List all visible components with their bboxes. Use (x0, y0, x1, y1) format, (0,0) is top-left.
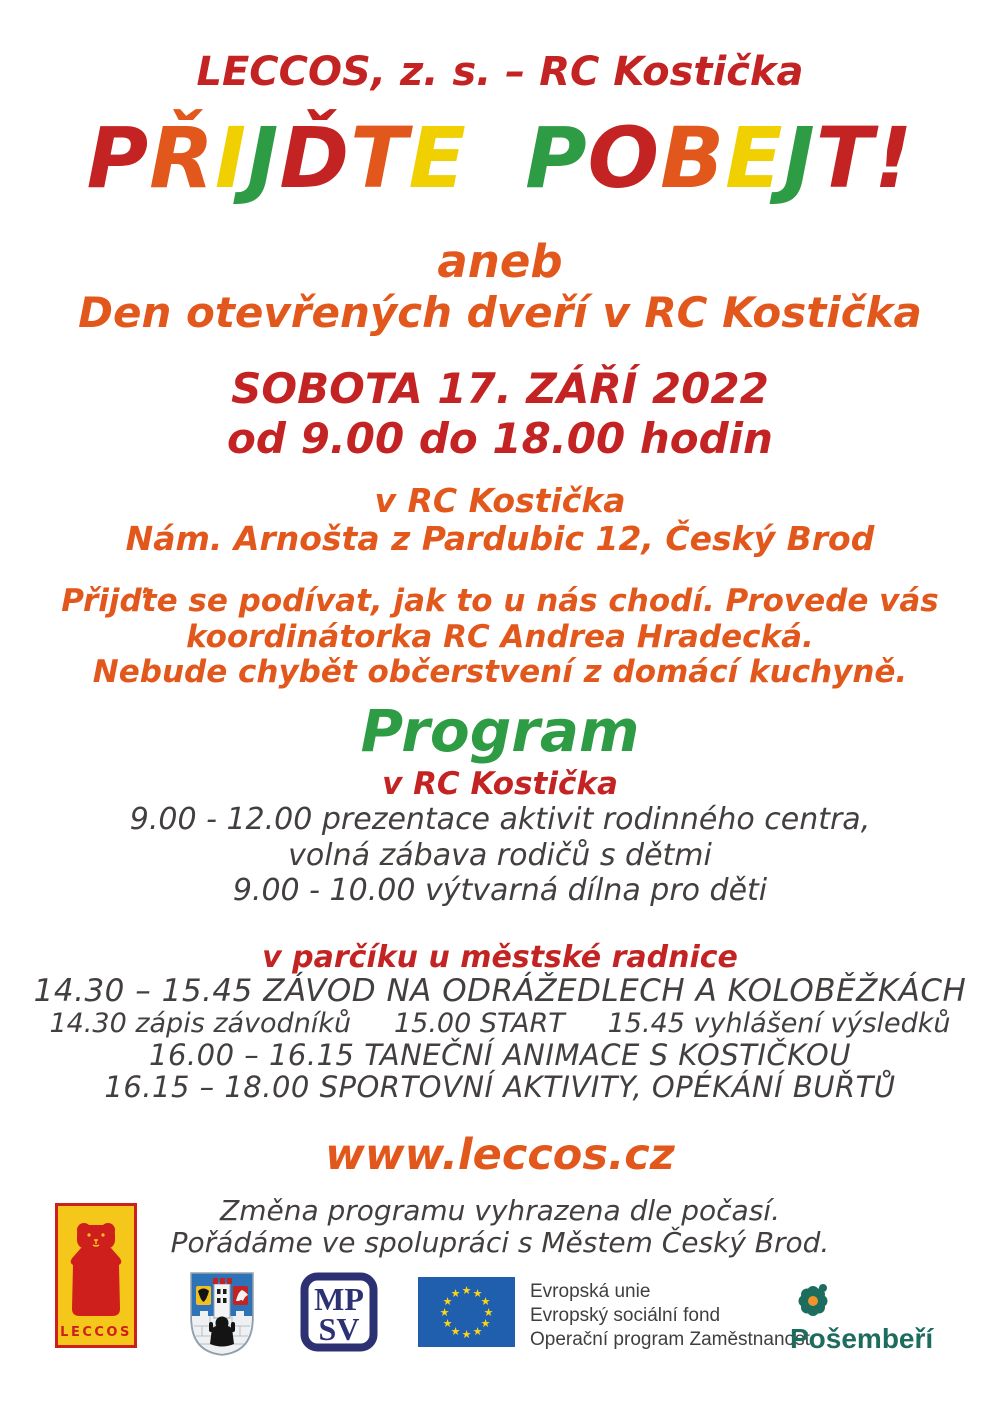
note-line: Pořádáme ve spolupráci s Městem Český Brod. (170, 1226, 830, 1259)
subtitle-aneb: aneb (437, 235, 563, 288)
svg-text:★: ★ (450, 1287, 461, 1300)
poster-title (0, 109, 1000, 207)
mpsv-logo-icon (300, 1272, 378, 1352)
event-venue: v RC Kostička (374, 481, 626, 520)
program-line: 14.30 – 15.45 ZÁVOD NA ODRÁŽEDLECH A KOLOBĚŽKÁCH (33, 973, 967, 1009)
title-letter: Ď (279, 109, 351, 207)
note-line: Změna programu vyhrazena dle počasí. (220, 1194, 780, 1227)
leccos-logo (55, 1203, 137, 1352)
svg-text:★: ★ (442, 1295, 453, 1308)
eu-flag (418, 1277, 515, 1351)
posemberi-logo-label: Pošembeří (790, 1323, 934, 1354)
eu-text-line: Operační program Zaměstnanost (530, 1329, 810, 1350)
posemberi-logo (790, 1280, 933, 1355)
title-letter: Ř (149, 109, 215, 207)
program-section2-title: v parčíku u městské radnice (262, 940, 738, 975)
title-letter: J (783, 109, 816, 207)
svg-text:★: ★ (442, 1317, 453, 1330)
title-letter (467, 109, 525, 207)
leccos-logo-label: LECCOS (60, 1325, 132, 1340)
svg-text:★: ★ (472, 1287, 483, 1300)
title-letter: T (350, 109, 409, 207)
city-coat-of-arms (188, 1270, 256, 1362)
title-letter: B (660, 109, 726, 207)
mpsv-logo-line1: MP (314, 1281, 364, 1317)
program-heading: Program (360, 697, 640, 765)
event-time: od 9.00 do 18.00 hodin (227, 414, 773, 463)
program-line: 16.00 – 16.15 TANEČNÍ ANIMACE S KOSTIČKOU (149, 1038, 851, 1072)
program-line: 14.30 zápis závodníků 15.00 START 15.45 vyhlášení výsledků (49, 1008, 951, 1039)
program-line: 16.15 – 18.00 SPORTOVNÍ AKTIVITY, OPÉKÁNÍ BUŘTŮ (104, 1070, 896, 1104)
svg-text:★: ★ (461, 1328, 472, 1341)
event-address: Nám. Arnošta z Pardubic 12, Český Brod (125, 519, 875, 558)
city-coat-of-arms-icon (188, 1270, 256, 1358)
event-date: SOBOTA 17. ZÁŘÍ 2022 (231, 364, 769, 413)
eu-text-line: Evropský sociální fond (530, 1305, 721, 1326)
svg-text:★: ★ (480, 1295, 491, 1308)
eu-text-block (530, 1280, 810, 1352)
svg-text:★: ★ (439, 1306, 450, 1319)
program-line: volná zábava rodičů s dětmi (288, 838, 712, 873)
title-letter: J (247, 109, 280, 207)
leccos-bear-icon (55, 1203, 137, 1348)
title-letter: O (587, 109, 661, 207)
svg-text:★: ★ (480, 1317, 491, 1330)
organization-name: LECCOS, z. s. – RC Kostička (196, 49, 804, 95)
intro-line: koordinátorka RC Andrea Hradecká. (186, 619, 814, 655)
program-line: 9.00 - 10.00 výtvarná dílna pro děti (232, 873, 768, 908)
mpsv-logo-line2: SV (318, 1311, 360, 1347)
title-letter: E (408, 109, 467, 207)
website-url: www.leccos.cz (325, 1130, 675, 1180)
intro-line: Nebude chybět občerstvení z domácí kuchyně. (92, 654, 908, 690)
title-letter: ! (874, 109, 914, 207)
svg-text:★: ★ (461, 1284, 472, 1297)
title-letter: P (86, 109, 150, 207)
mpsv-logo (300, 1272, 378, 1356)
eu-text-line: Evropská unie (530, 1281, 651, 1302)
program-section1-title: v RC Kostička (382, 766, 618, 802)
svg-text:★: ★ (450, 1325, 461, 1338)
title-letter: P (525, 109, 588, 207)
title-letter: E (725, 109, 784, 207)
svg-text:★: ★ (472, 1325, 483, 1338)
intro-line: Přijďte se podívat, jak to u nás chodí. Provede vás (61, 583, 939, 619)
title-letter: T (815, 109, 875, 207)
flower-icon (790, 1280, 836, 1322)
title-letter: I (214, 109, 248, 207)
program-line: 9.00 - 12.00 prezentace aktivit rodinného centra, (129, 802, 871, 837)
eu-flag-icon (418, 1277, 515, 1347)
subtitle-open-day: Den otevřených dveří v RC Kostička (78, 288, 922, 337)
svg-text:★: ★ (483, 1306, 494, 1319)
